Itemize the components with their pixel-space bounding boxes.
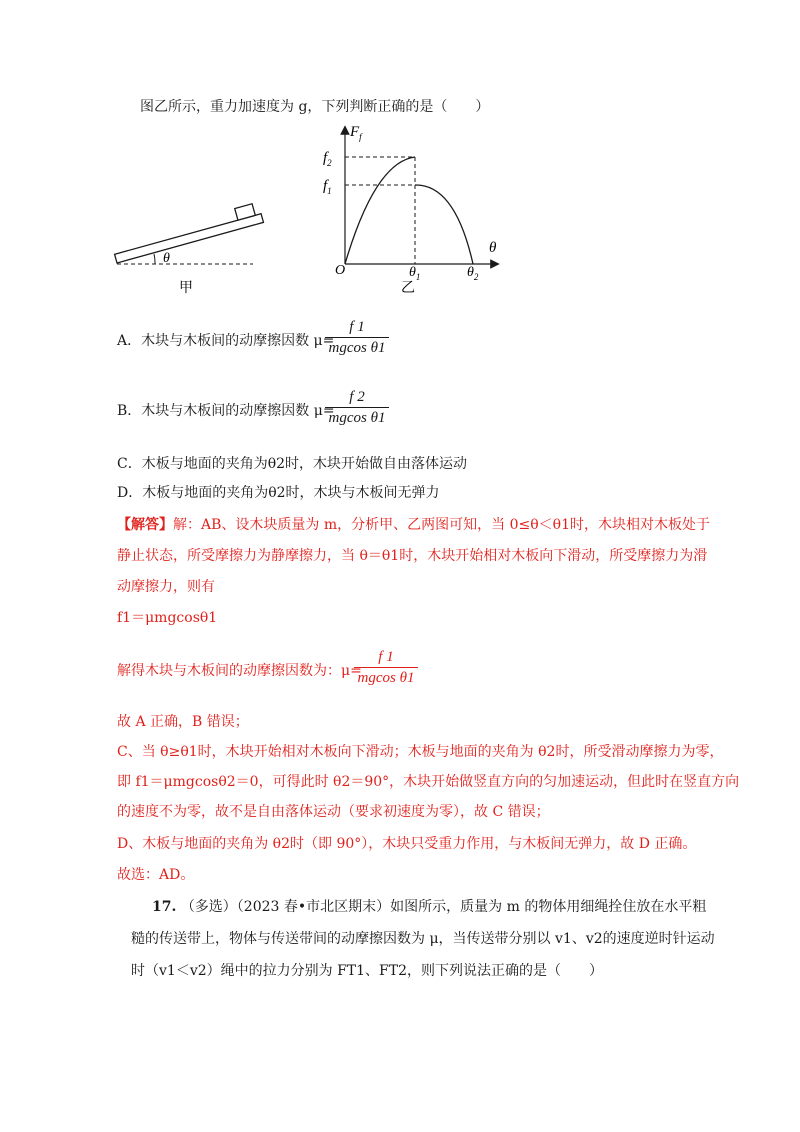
figure-yi-caption: 乙 [401,281,415,296]
answer-solve-text: 解得木块与木板间的动摩擦因数为：μ= [117,663,362,679]
figure-jia [105,185,265,295]
figure-yi [315,122,515,297]
fraction-numerator: f 2 [349,389,365,405]
origin-label: O [335,263,346,278]
option-a: A．木块与木板间的动摩擦因数 μ= [117,333,335,349]
option-d: D．木板与地面的夹角为θ2时，木块与木板间无弹力 [117,485,440,501]
question-number: 17. [152,899,177,915]
option-a-fraction [325,318,389,357]
answer-line-2: 静止状态，所受摩擦力为静摩擦力，当 θ＝θ1时，木块开始相对木板向下滑动，所受摩擦力为滑 [117,548,708,564]
fraction-denominator: mgcos θ1 [357,670,415,686]
x-axis-label: θ [489,240,497,256]
answer-label: 【解答】 [117,517,173,533]
angle-arc [154,254,155,264]
kinetic-friction-curve [415,185,473,264]
fraction-denominator: mgcos θ1 [328,410,386,426]
figure-jia-caption: 甲 [179,281,193,295]
option-b: B．木块与木板间的动摩擦因数 μ= [117,403,335,419]
y-axis-label: $F_f$ [350,124,362,142]
fraction-numerator: f 1 [378,649,394,665]
question-17-line-3: 时（v1＜v2）绳中的拉力分别为 FT1、FT2，则下列说法正确的是（ ） [131,963,603,979]
answer-c-line-2: 即 f1＝μmgcosθ2＝0，可得此时 θ2＝90°，木块开始做竖直方向的匀加速运动，但此时在竖直方向 [117,774,740,790]
answer-conclusion-ab: 故 A 正确，B 错误； [117,714,249,730]
option-b-fraction [325,388,389,427]
answer-line-3: 动摩擦力，则有 [117,579,215,595]
inclined-board [115,214,264,263]
question-intro: 图乙所示，重力加速度为 g，下列判断正确的是（ ） [140,99,490,115]
f2-label: $f_2$ [323,150,332,168]
angle-theta-label: θ [163,251,170,266]
f1-label: $f_1$ [323,178,332,196]
answer-d-line: D、木板与地面的夹角为 θ2时（即 90°），木块只受重力作用，与木板间无弹力，故 D 正确。 [117,836,697,852]
static-friction-curve [345,157,415,264]
answer-text: 解：AB、设木块质量为 m，分析甲、乙两图可知，当 0≤θ＜θ1时，木块相对木板处于 [173,517,710,533]
question-text: （多选）（2023 春•市北区期末）如图所示，质量为 m 的物体用细绳拴住放在水平粗 [180,899,707,915]
answer-line-1 [117,515,710,535]
question-17-line-1 [152,897,706,917]
fraction-denominator: mgcos θ1 [328,340,386,356]
answer-c-line-3: 的速度不为零，故不是自由落体运动（要求初速度为零），故 C 错误； [117,804,550,820]
answer-formula: f1＝μmgcosθ1 [117,610,218,626]
theta2-label: $\theta_2$ [467,265,479,282]
fraction-numerator: f 1 [349,319,365,335]
question-17-line-2: 糙的传送带上，物体与传送带间的动摩擦因数为 μ，当传送带分别以 v1、v2的速度逆时针运动 [131,931,715,947]
answer-final: 故选：AD。 [117,867,195,883]
theta1-label: $\theta_1$ [409,265,421,282]
option-c: C．木板与地面的夹角为θ2时，木块开始做自由落体运动 [117,456,468,472]
answer-c-line-1: C、当 θ≥θ1时，木块开始相对木板向下滑动；木板与地面的夹角为 θ2时，所受滑动摩擦力为零， [117,744,724,760]
answer-fraction [354,648,418,687]
